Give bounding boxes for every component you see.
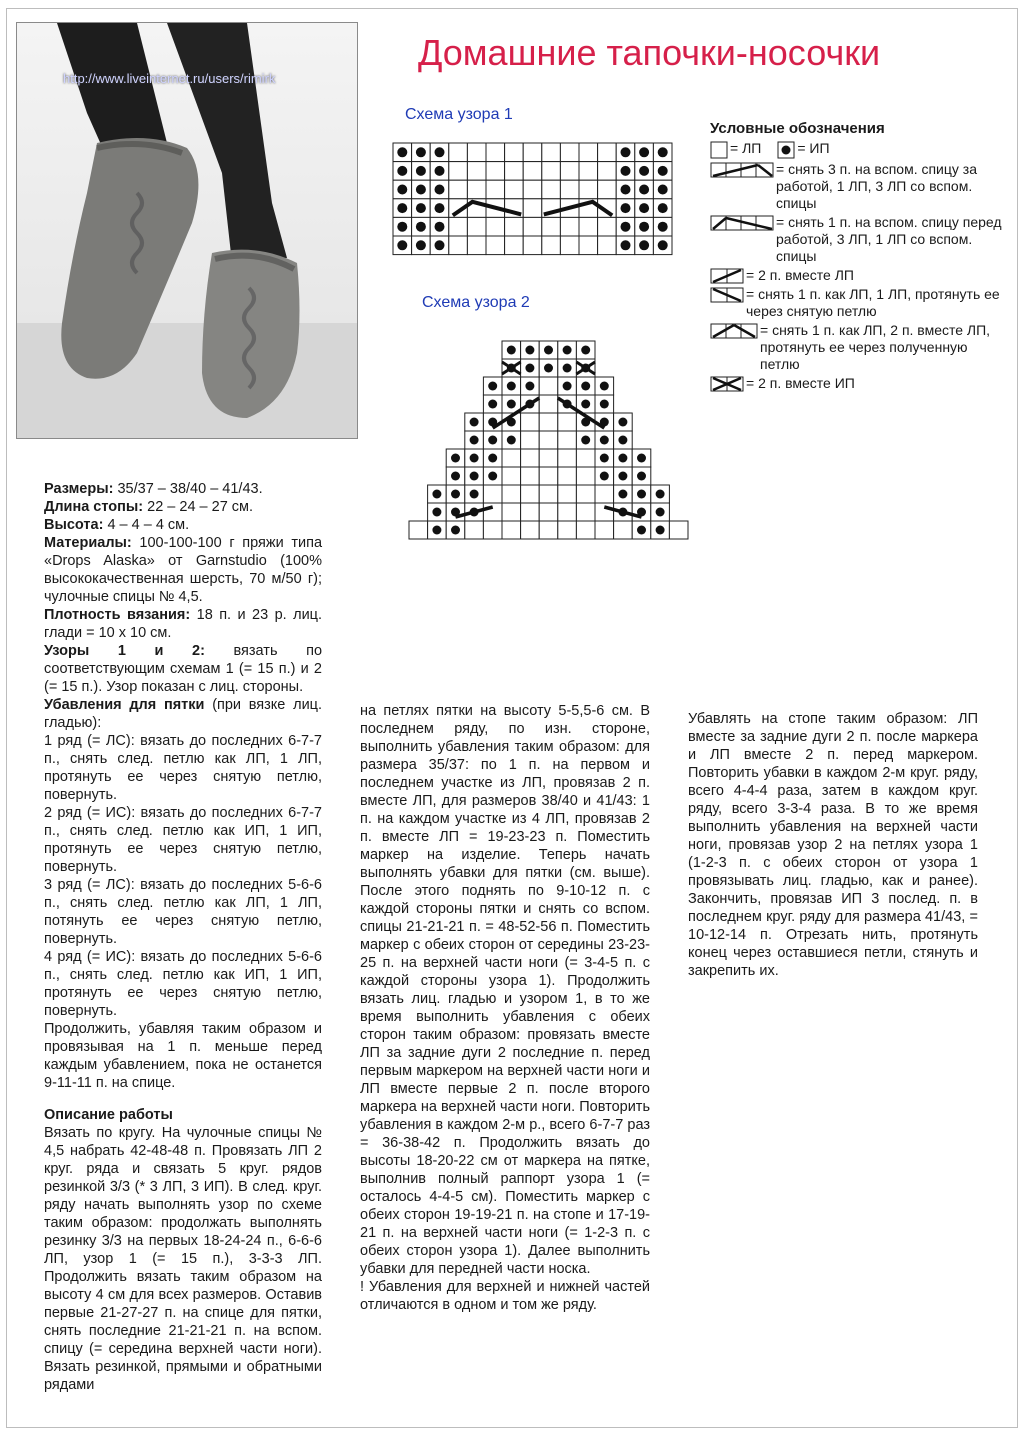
legend-item-k2tog xyxy=(710,267,1010,284)
chart1-cell xyxy=(579,143,598,162)
chart1-cell xyxy=(467,143,486,162)
knit-stitch-icon xyxy=(710,141,728,159)
chart1-purl-dot xyxy=(416,222,426,232)
chart1-cell xyxy=(542,217,561,236)
chart1-cell xyxy=(449,143,468,162)
chart2-cell xyxy=(595,521,614,539)
legend-item-p2tog xyxy=(710,375,1010,392)
chart2-cell xyxy=(502,449,521,467)
chart2-cell xyxy=(669,521,688,539)
gauge-value: 18 п. и 23 р. лиц. глади = 10 х 10 см. xyxy=(44,607,323,641)
legend-text-skp: = снять 1 п. как ЛП, 1 ЛП, протянуть ее через снятую петлю xyxy=(746,286,1000,319)
heel-label: Убавления для пятки xyxy=(44,697,205,713)
legend-item-cable-right xyxy=(710,214,1010,265)
chart2-purl-dot xyxy=(432,526,441,535)
chart2-purl-dot xyxy=(525,364,534,373)
legend-text-knit: = ЛП xyxy=(730,140,762,156)
chart2-cell xyxy=(539,485,558,503)
chart1-cell xyxy=(579,236,598,255)
work-text: Вязать по кругу. На чулочные спицы № 4,5 набрать 42-48-48 п. Провязать ЛП 2 круг. ряда и связать 5 круг. рядов резинкой 3/3 (* 3 ЛП, 3 ИП). В след. круг. ряду начать выполнять узор по схеме таким образом: продолжать выполнять резинку 3/3 на первых 18-24-24 п., 6-6-6 ЛП, узор 1 (= 15 п.), 3-3-3 ЛП. Продолжить вязать таким образом на высоту 4 см для всех размеров. Оставив первые 21-27-27 п. на спице для пятки, снять последние 21-21-21 п. на вспом. спицу (= середина верхней части ноги). Вязать резинкой, прямыми и обратными рядами xyxy=(44,1125,322,1393)
chart1-purl-dot xyxy=(397,147,407,157)
chart1-cell xyxy=(449,180,468,199)
skp-icon xyxy=(710,287,744,303)
chart1-cell xyxy=(598,162,617,181)
chart1-purl-dot xyxy=(639,166,649,176)
chart2-cell xyxy=(576,467,595,485)
chart2-cell xyxy=(539,467,558,485)
chart1-cell xyxy=(467,180,486,199)
chart2-cell xyxy=(483,503,502,521)
legend-item-sk2p xyxy=(710,322,1010,373)
chart1-cell xyxy=(523,180,542,199)
schema2-title: Схема узора 2 xyxy=(422,294,530,311)
chart2-purl-dot xyxy=(544,346,553,355)
chart2-purl-dot xyxy=(581,400,590,409)
chart2-cell xyxy=(521,503,540,521)
chart1-purl-dot xyxy=(658,240,668,250)
page-title: Домашние тапочки-носочки xyxy=(418,32,881,73)
chart2-purl-dot xyxy=(618,490,627,499)
chart1-cell xyxy=(486,180,505,199)
chart2-cell xyxy=(521,467,540,485)
chart1-cell xyxy=(505,217,524,236)
chart1-cell xyxy=(598,217,617,236)
sk2p-icon xyxy=(710,323,758,339)
chart1-cell xyxy=(523,236,542,255)
legend-text-p2tog: = 2 п. вместе ИП xyxy=(746,375,855,391)
chart2-purl-dot xyxy=(600,472,609,481)
chart1-purl-dot xyxy=(397,222,407,232)
chart2-purl-dot xyxy=(656,526,665,535)
chart1-cell xyxy=(542,143,561,162)
chart2-purl-dot xyxy=(544,364,553,373)
text-column-3 xyxy=(688,710,978,980)
chart1-cell xyxy=(505,236,524,255)
chart1-purl-dot xyxy=(639,203,649,213)
chart2-cell xyxy=(521,413,540,431)
chart1-cell xyxy=(523,217,542,236)
chart1-purl-dot xyxy=(639,185,649,195)
chart2-cell xyxy=(558,521,577,539)
chart1-purl-dot xyxy=(435,203,445,213)
heel-continue: Продолжить, убавляя таким образом и провязывая на 1 п. меньше перед каждым убавлением, пока не останется 9-11-11 п. на спице. xyxy=(44,1021,322,1091)
foot-line xyxy=(44,498,322,516)
chart1-purl-dot xyxy=(621,166,631,176)
text-column-2 xyxy=(360,702,650,1314)
chart1-purl-dot xyxy=(621,240,631,250)
chart2-cell xyxy=(502,503,521,521)
legend-item-cable-left xyxy=(710,161,1010,212)
work-title-text: Описание работы xyxy=(44,1107,173,1123)
chart1-cell xyxy=(560,162,579,181)
schema1-chart xyxy=(392,142,678,264)
chart1-cell xyxy=(467,236,486,255)
chart1-cell xyxy=(523,162,542,181)
chart1-cell xyxy=(467,162,486,181)
chart1-purl-dot xyxy=(435,185,445,195)
chart1-cell xyxy=(467,217,486,236)
chart1-cell xyxy=(579,162,598,181)
schema1-title: Схема узора 1 xyxy=(405,106,513,123)
chart1-cell xyxy=(486,236,505,255)
chart1-purl-dot xyxy=(397,166,407,176)
chart2-purl-dot xyxy=(470,472,479,481)
col2-text: на петлях пятки на высоту 5-5,5-6 см. В последнем ряду, по изн. стороне, выполнить убавления таким образом: для размера 35/37: по 1 п. на первом и последнем участке из ЛП, провязав 2 п. вместе ЛП, для размеров 38/40 и 41/43: 1 п. на каждом участке из 4 ЛП, провязав 2 п. вместе ЛП = 19-23-23 п. Поместить маркер на изделие. Теперь начать выполнять убавки для пятки (см. выше). После этого поднять по 9-10-12 п. с каждой стороны пятки и снять со вспом. спицы 21-21-21 п. = 48-52-56 п. Поместить маркер с обеих сторон от середины 23-23-25 п. на верхней части ноги (= 3-4-5 п. с каждой стороны узора 1). Продолжить вязать лиц. гладью и узором 1, в то же время выполнить убавления с обеих сторон таким образом: провязать вместе ЛП за задние дуги 2 последние п. перед первым маркером на верхней части ноги и ЛП вместе первые 2 п. после второго маркера на верхней части ноги. Повторить убавления в каждом 2-м р., всего 6-7-7 раз = 36-38-42 п. Продолжить вязать до высоты 18-20-22 см от маркера на пятке, выполнив полный раппорт узора 1 (= осталось 4-4-5 см). Поместить маркер с обеих сторон 19-19-21 п. на стопе и 17-19-21 п. на верхней части ноги (= 1-2-3 п. с обеих сторон узора 1). Далее выполнить убавки для передней части носка. xyxy=(360,703,650,1277)
heel-value: (при вязке лиц. гладью): xyxy=(44,697,322,731)
schema2-chart xyxy=(408,340,694,540)
chart2-purl-dot xyxy=(637,490,646,499)
chart1-cell xyxy=(542,236,561,255)
col3-text: Убавлять на стопе таким образом: ЛП вместе за задние дуги 2 п. после маркера и ЛП вместе 2 п. перед маркером. Повторить убавки в каждом 2-м круг. ряду, всего 4-4-4 раза, затем в каждом круг. ряду, всего 3-3-4 раза. В то же время выполнить убавления на верхней части ноги, провязав узор 2 на петлях узора 1 (1-2-3 п. с обеих сторон от узора 1 провязывать лиц. гладью, как и ранее). Закончить, провязав ИП 3 послед. п. в последнем круг. ряду для размера 41/43, = 10-12-14 п. Отрезать нить, протянуть конец через оставшиеся петли, стянуть и закрепить их. xyxy=(688,711,978,979)
chart2-purl-dot xyxy=(563,346,572,355)
chart2-purl-dot xyxy=(488,400,497,409)
chart1-cell xyxy=(505,162,524,181)
chart2-purl-dot xyxy=(507,436,516,445)
chart1-purl-dot xyxy=(397,203,407,213)
chart2-cell xyxy=(558,485,577,503)
heel-row-4: 4 ряд (= ИС): вязать до последних 5-6-6 п., снять след. петлю как ИП, 1 ИП, протянуть ее через снятую петлю, повернуть. xyxy=(44,949,322,1019)
chart1-purl-dot xyxy=(397,185,407,195)
chart2-cell xyxy=(595,485,614,503)
chart2-cell xyxy=(595,503,614,521)
chart2-cell xyxy=(483,521,502,539)
foot-label: Длина стопы: xyxy=(44,499,144,515)
chart1-purl-dot xyxy=(639,240,649,250)
chart1-cell xyxy=(598,236,617,255)
chart1-purl-dot xyxy=(435,222,445,232)
chart2-cell xyxy=(502,467,521,485)
chart2-purl-dot xyxy=(470,418,479,427)
chart1-cell xyxy=(523,199,542,218)
chart2-cell xyxy=(558,467,577,485)
chart1-purl-dot xyxy=(416,203,426,213)
chart2-cell xyxy=(539,395,558,413)
legend-title: Условные обозначения xyxy=(710,120,885,137)
chart1-purl-dot xyxy=(416,166,426,176)
chart1-cell xyxy=(598,143,617,162)
chart2-cell xyxy=(539,449,558,467)
chart2-purl-dot xyxy=(637,454,646,463)
chart2-purl-dot xyxy=(488,436,497,445)
chart1-cell xyxy=(560,217,579,236)
chart2-cell xyxy=(576,485,595,503)
chart2-cell xyxy=(576,503,595,521)
chart1-purl-dot xyxy=(658,185,668,195)
chart2-purl-dot xyxy=(581,346,590,355)
chart2-purl-dot xyxy=(488,472,497,481)
chart2-cell xyxy=(558,449,577,467)
slippers-photo xyxy=(16,22,358,439)
chart2-cell xyxy=(465,521,484,539)
chart2-purl-dot xyxy=(470,490,479,499)
work-title xyxy=(44,1106,322,1124)
chart2-cell xyxy=(521,521,540,539)
chart2-purl-dot xyxy=(600,454,609,463)
sizes-value: 35/37 – 38/40 – 41/43. xyxy=(117,481,263,497)
chart1-purl-dot xyxy=(658,147,668,157)
chart2-cell xyxy=(558,431,577,449)
chart2-cell xyxy=(539,377,558,395)
chart1-purl-dot xyxy=(435,166,445,176)
chart2-purl-dot xyxy=(488,454,497,463)
chart2-cell xyxy=(576,521,595,539)
height-value: 4 – 4 – 4 см. xyxy=(107,517,190,533)
chart2-purl-dot xyxy=(525,346,534,355)
chart2-purl-dot xyxy=(432,490,441,499)
chart1-cell xyxy=(486,143,505,162)
chart1-cell xyxy=(560,236,579,255)
heel-row-1: 1 ряд (= ЛС): вязать до последних 6-7-7 п., снять след. петлю как ЛП, 1 ЛП, протянуть ее через снятую петлю, повернуть. xyxy=(44,733,322,803)
chart2-purl-dot xyxy=(563,364,572,373)
chart2-cell xyxy=(539,431,558,449)
chart2-cell xyxy=(576,449,595,467)
chart2-cell xyxy=(521,449,540,467)
chart2-purl-dot xyxy=(618,472,627,481)
chart2-purl-dot xyxy=(637,472,646,481)
chart2-purl-dot xyxy=(470,454,479,463)
chart1-cell xyxy=(449,162,468,181)
chart1-purl-dot xyxy=(639,147,649,157)
sizes-line xyxy=(44,480,322,498)
chart1-purl-dot xyxy=(416,240,426,250)
chart2-purl-dot xyxy=(581,436,590,445)
chart2-purl-dot xyxy=(451,490,460,499)
legend-item-knit xyxy=(710,140,761,159)
chart1-cell xyxy=(449,217,468,236)
chart2-cell xyxy=(539,503,558,521)
chart1-cell xyxy=(486,162,505,181)
height-line xyxy=(44,516,322,534)
chart1-purl-dot xyxy=(416,147,426,157)
height-label: Высота: xyxy=(44,517,104,533)
text-column-1 xyxy=(44,480,322,1394)
foot-value: 22 – 24 – 27 см. xyxy=(147,499,254,515)
chart1-purl-dot xyxy=(435,240,445,250)
chart1-purl-dot xyxy=(397,240,407,250)
chart2-purl-dot xyxy=(525,382,534,391)
cable-right-icon xyxy=(710,215,774,231)
chart2-purl-dot xyxy=(581,382,590,391)
chart2-purl-dot xyxy=(488,382,497,391)
patterns-label: Узоры 1 и 2: xyxy=(44,643,205,659)
chart1-cell xyxy=(505,143,524,162)
cable-left-icon xyxy=(710,162,774,178)
materials-line xyxy=(44,534,322,606)
chart2-purl-dot xyxy=(432,508,441,517)
chart2-cell xyxy=(409,521,428,539)
chart1-purl-dot xyxy=(416,185,426,195)
col2-note: ! Убавления для верхней и нижней частей отличаются в одном и том же ряду. xyxy=(360,1279,650,1313)
heel-line xyxy=(44,696,322,732)
sizes-label: Размеры: xyxy=(44,481,114,497)
chart2-cell xyxy=(521,485,540,503)
p2tog-icon xyxy=(710,376,744,392)
chart2-cell xyxy=(558,413,577,431)
chart2-purl-dot xyxy=(451,472,460,481)
patterns-line xyxy=(44,642,322,696)
chart2-purl-dot xyxy=(451,526,460,535)
legend xyxy=(710,120,1010,394)
chart1-purl-dot xyxy=(621,222,631,232)
photo-url-watermark: http://www.liveinternet.ru/users/rimirk xyxy=(63,71,276,86)
chart2-purl-dot xyxy=(637,526,646,535)
chart2-cell xyxy=(558,503,577,521)
chart1-cell xyxy=(486,217,505,236)
chart1-purl-dot xyxy=(639,222,649,232)
heel-row-2: 2 ряд (= ИС): вязать до последних 6-7-7 п., снять след. петлю как ИП, 1 ИП, протянуть ее через снятую петлю, повернуть. xyxy=(44,805,322,875)
chart2-purl-dot xyxy=(507,346,516,355)
chart1-purl-dot xyxy=(435,147,445,157)
chart1-purl-dot xyxy=(621,203,631,213)
chart1-purl-dot xyxy=(658,166,668,176)
patterns-value: вязать по соответствующим схемам 1 (= 15 п.) и 2 (= 15 п.). Узор показан с лиц. стороны. xyxy=(44,643,323,695)
chart1-cell xyxy=(579,217,598,236)
chart2-purl-dot xyxy=(618,454,627,463)
legend-text-cable-right: = снять 1 п. на вспом. спицу перед работой, 3 ЛП, 1 ЛП со вспом. спицы xyxy=(776,214,1002,264)
chart2-purl-dot xyxy=(600,382,609,391)
chart2-purl-dot xyxy=(618,436,627,445)
chart2-cell xyxy=(502,521,521,539)
chart2-cell xyxy=(539,413,558,431)
chart2-purl-dot xyxy=(656,508,665,517)
k2tog-icon xyxy=(710,268,744,284)
chart2-purl-dot xyxy=(470,436,479,445)
chart1-cell xyxy=(598,180,617,199)
chart1-cell xyxy=(523,143,542,162)
chart1-cell xyxy=(449,236,468,255)
chart1-purl-dot xyxy=(621,147,631,157)
chart2-cell xyxy=(502,485,521,503)
chart1-cell xyxy=(542,162,561,181)
legend-item-skp xyxy=(710,286,1010,320)
chart2-purl-dot xyxy=(507,382,516,391)
chart1-cell xyxy=(560,143,579,162)
chart1-purl-dot xyxy=(621,185,631,195)
chart1-cell xyxy=(505,180,524,199)
chart2-cell xyxy=(539,521,558,539)
chart2-purl-dot xyxy=(600,436,609,445)
chart2-purl-dot xyxy=(563,382,572,391)
chart2-cell xyxy=(614,521,633,539)
chart2-purl-dot xyxy=(451,454,460,463)
chart1-cell xyxy=(560,180,579,199)
materials-label: Материалы: xyxy=(44,535,132,551)
legend-item-purl xyxy=(777,140,829,159)
chart2-purl-dot xyxy=(507,400,516,409)
legend-text-sk2p: = снять 1 п. как ЛП, 2 п. вместе ЛП, протянуть ее через полученную петлю xyxy=(760,322,991,372)
chart1-cell xyxy=(542,180,561,199)
chart2-purl-dot xyxy=(618,418,627,427)
chart2-cell xyxy=(521,431,540,449)
chart1-cell xyxy=(579,180,598,199)
gauge-label: Плотность вязания: xyxy=(44,607,191,623)
chart1-purl-dot xyxy=(658,222,668,232)
purl-stitch-icon xyxy=(777,141,795,159)
chart2-cell xyxy=(483,485,502,503)
materials-value: 100-100-100 г пряжи типа «Drops Alaska» от Garnstudio (100% высококачественная шерсть, 70 м/50 г); чулочные спицы № 4,5. xyxy=(44,535,323,605)
chart2-purl-dot xyxy=(656,490,665,499)
legend-text-purl: = ИП xyxy=(797,140,830,156)
chart1-purl-dot xyxy=(658,203,668,213)
legend-text-cable-left: = снять 3 п. на вспом. спицу за работой, 1 ЛП, 3 ЛП со вспом. спицы xyxy=(776,161,977,211)
legend-text-k2tog: = 2 п. вместе ЛП xyxy=(746,267,854,283)
gauge-line xyxy=(44,606,322,642)
heel-row-3: 3 ряд (= ЛС): вязать до последних 5-6-6 п., снять след. петлю как ЛП, 1 ЛП, потянуть ее через снятую петлю, повернуть. xyxy=(44,877,322,947)
chart2-purl-dot xyxy=(600,400,609,409)
